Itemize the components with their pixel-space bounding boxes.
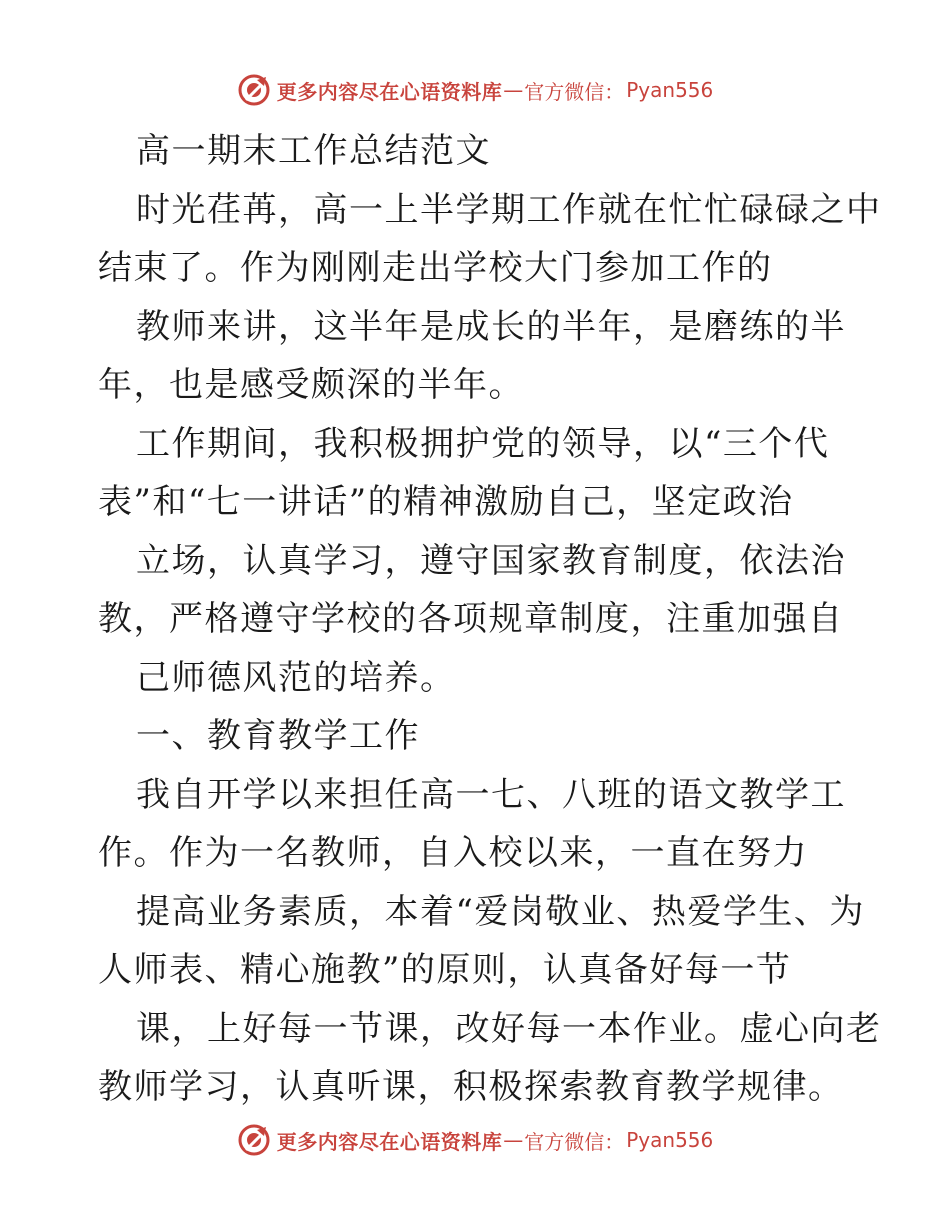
doc-line: 一、教育教学工作: [136, 716, 420, 756]
logo-icon: [237, 73, 271, 107]
banner-main-text: 更多内容尽在心语资料库: [276, 1129, 503, 1154]
doc-line: 立场，认真学习，遵守国家教育制度，依法治: [136, 540, 846, 581]
doc-line: 教师来讲，这半年是成长的半年，是磨练的半: [136, 306, 846, 347]
doc-line: 年，也是感受颇深的半年。: [98, 365, 524, 405]
doc-line: 提高业务素质，本着“爱岗敬业、热爱学生、为: [136, 891, 865, 932]
banner-sub-text: 官方微信：: [524, 1129, 625, 1154]
banner-main-text: 更多内容尽在心语资料库: [276, 79, 503, 104]
doc-line: 时光荏苒，高一上半学期工作就在忙忙碌碌之中: [136, 189, 882, 230]
doc-line: 结束了。作为刚刚走出学校大门参加工作的: [98, 248, 773, 288]
doc-line: 教师学习，认真听课，积极探索教育教学规律。: [98, 1067, 844, 1107]
doc-line: 教，严格遵守学校的各项规章制度，注重加强自: [98, 599, 844, 639]
doc-line: 表”和“七一讲话”的精神激励自己，坚定政治: [98, 482, 794, 522]
banner-wechat-id: Pyan556: [626, 1128, 714, 1152]
doc-line: 工作期间，我积极拥护党的领导，以“三个代: [136, 423, 830, 464]
banner-wechat-id: Pyan556: [626, 78, 714, 102]
banner-separator: —: [503, 78, 524, 102]
banner-separator: —: [503, 1128, 524, 1152]
document-body: [98, 122, 882, 1117]
banner-sub-text: 官方微信：: [524, 79, 625, 104]
footer-watermark-banner: [0, 1120, 950, 1160]
doc-line: 我自开学以来担任高一七、八班的语文教学工: [136, 774, 846, 815]
logo-icon: [237, 1123, 271, 1157]
doc-line: 作。作为一名教师，自入校以来，一直在努力: [98, 833, 808, 873]
header-watermark-banner: [0, 70, 950, 110]
doc-line: 高一期末工作总结范文: [136, 131, 491, 171]
doc-line: 人师表、精心施教”的原则，认真备好每一节: [98, 950, 792, 990]
doc-line: 课，上好每一节课，改好每一本作业。虚心向老: [136, 1008, 882, 1049]
doc-line: 己师德风范的培养。: [136, 657, 456, 698]
